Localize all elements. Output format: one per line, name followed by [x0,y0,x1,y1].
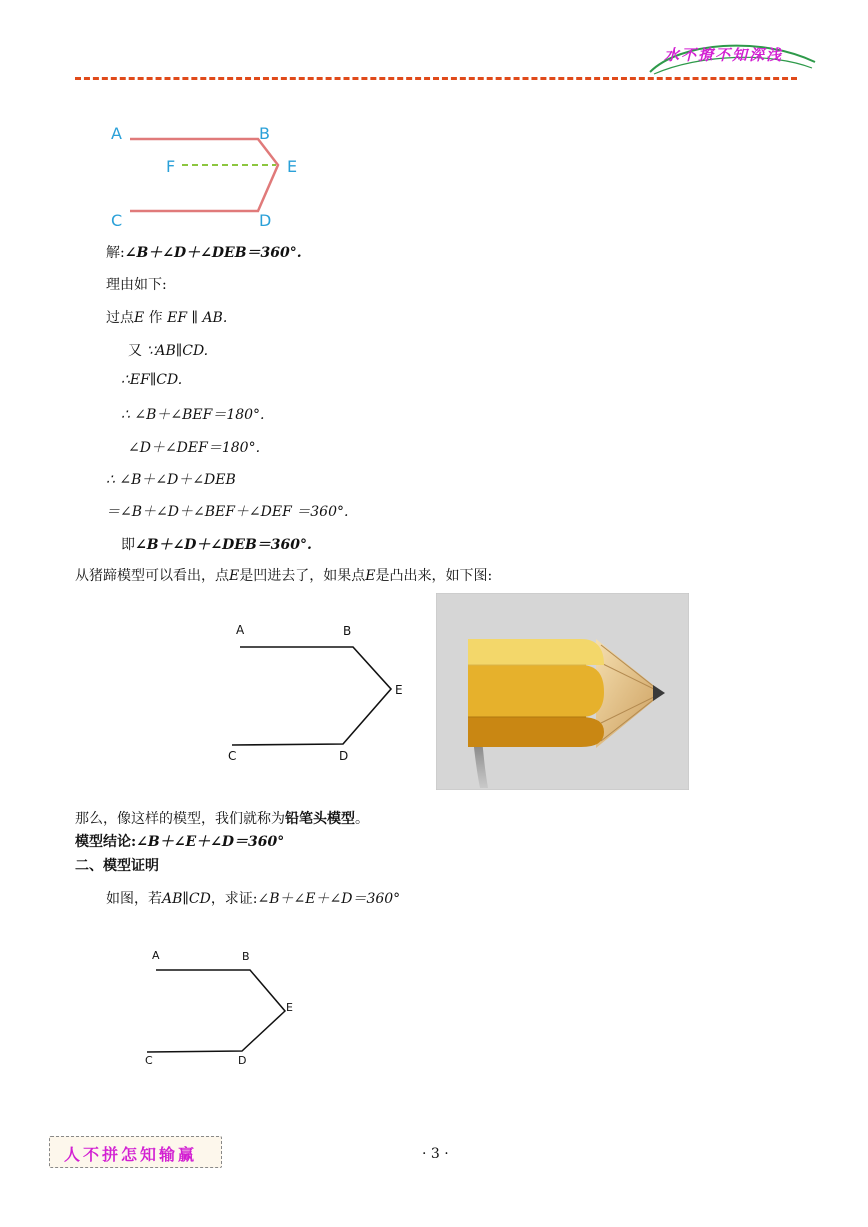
figure-2-pencil-head-diagram [225,618,415,768]
fig1-label-c: C [111,211,123,230]
para1-text-b: 是凹进去了，如果点 [239,568,366,584]
fig1-label-d: D [259,211,272,230]
figure-1-pig-hoof-diagram [100,118,320,233]
proof-line-3-e: E [134,310,145,326]
proof-line-1-prefix: 解: [106,245,125,261]
fig2-label-b: B [343,624,352,638]
proof-line-10 [121,534,312,554]
paragraph-pig-hoof-note [75,565,492,585]
paragraph-proof-task [106,888,400,908]
model-conclusion [75,831,284,851]
proof-line-10-math: ∠B＋∠D＋∠DEB＝360°. [135,537,312,553]
fig1-label-e: E [287,157,298,176]
fig1-label-b: B [259,124,270,143]
para2-text-a: 那么，像这样的模型，我们就称为 [75,811,285,827]
proof-line-3-prefix: 过点 [106,310,134,326]
proof-line-4-math: ∵AB∥CD. [146,343,209,359]
conclusion-formula: ∠B＋∠E＋∠D＝360° [136,834,285,850]
para3-text-b: ，求证: [210,891,258,907]
pencil-illustration [436,593,689,790]
fig3-label-c: C [145,1054,153,1067]
conclusion-label: 模型结论: [75,834,137,850]
proof-line-1-math: ∠B＋∠D＋∠DEB＝360°. [124,245,302,261]
proof-line-3-mid: 作 [144,310,168,326]
para1-text-a: 从猪蹄模型可以看出，点 [75,568,229,584]
fig3-label-e: E [286,1001,293,1014]
proof-line-2: 理由如下: [106,277,167,293]
para3-text-a: 如图，若 [106,891,162,907]
proof-line-3 [106,307,227,327]
fig3-label-b: B [242,950,250,963]
fig1-label-a: A [111,124,122,143]
proof-line-4 [128,340,208,360]
fig1-label-f: F [166,157,176,176]
section-2-title: 二、模型证明 [75,858,159,874]
figure-3-pencil-head-diagram [143,944,313,1074]
para1-point-e-1: E [229,568,240,584]
proof-line-5: ∴EF∥CD. [121,372,183,388]
proof-line-4-prefix: 又 [128,343,142,359]
paragraph-pencil-model [75,808,369,828]
proof-line-9: ＝∠B＋∠D＋∠BEF＋∠DEF ＝360°. [106,504,349,520]
para1-text-c: 是凸出来，如下图: [375,568,493,584]
proof-line-8: ∴ ∠B＋∠D＋∠DEB [106,472,236,488]
page-number: · 3 · [422,1146,449,1162]
para3-math-1: AB∥CD [162,891,211,907]
para2-text-b: 。 [355,811,369,827]
para3-math-2: ∠B＋∠E＋∠D＝360° [257,891,401,907]
proof-line-3-math: EF ∥ AB. [167,310,228,326]
footer-motto: 人不拼怎知输赢 [64,1145,198,1164]
proof-line-10-prefix: 即 [121,537,135,553]
proof-line-7: ∠D＋∠DEF＝180°. [128,440,261,456]
header-motto: 水不撩不知深浅 [664,46,784,64]
proof-line-1 [106,242,302,262]
para1-point-e-2: E [365,568,376,584]
para2-model-name: 铅笔头模型 [285,811,355,827]
proof-line-6: ∴ ∠B＋∠BEF＝180°. [121,407,265,423]
fig3-label-d: D [238,1054,247,1067]
fig2-label-a: A [236,623,245,637]
fig2-label-d: D [339,749,349,763]
fig2-label-c: C [228,749,237,763]
header-divider [75,77,797,80]
fig2-label-e: E [395,683,403,697]
fig3-label-a: A [152,949,160,962]
